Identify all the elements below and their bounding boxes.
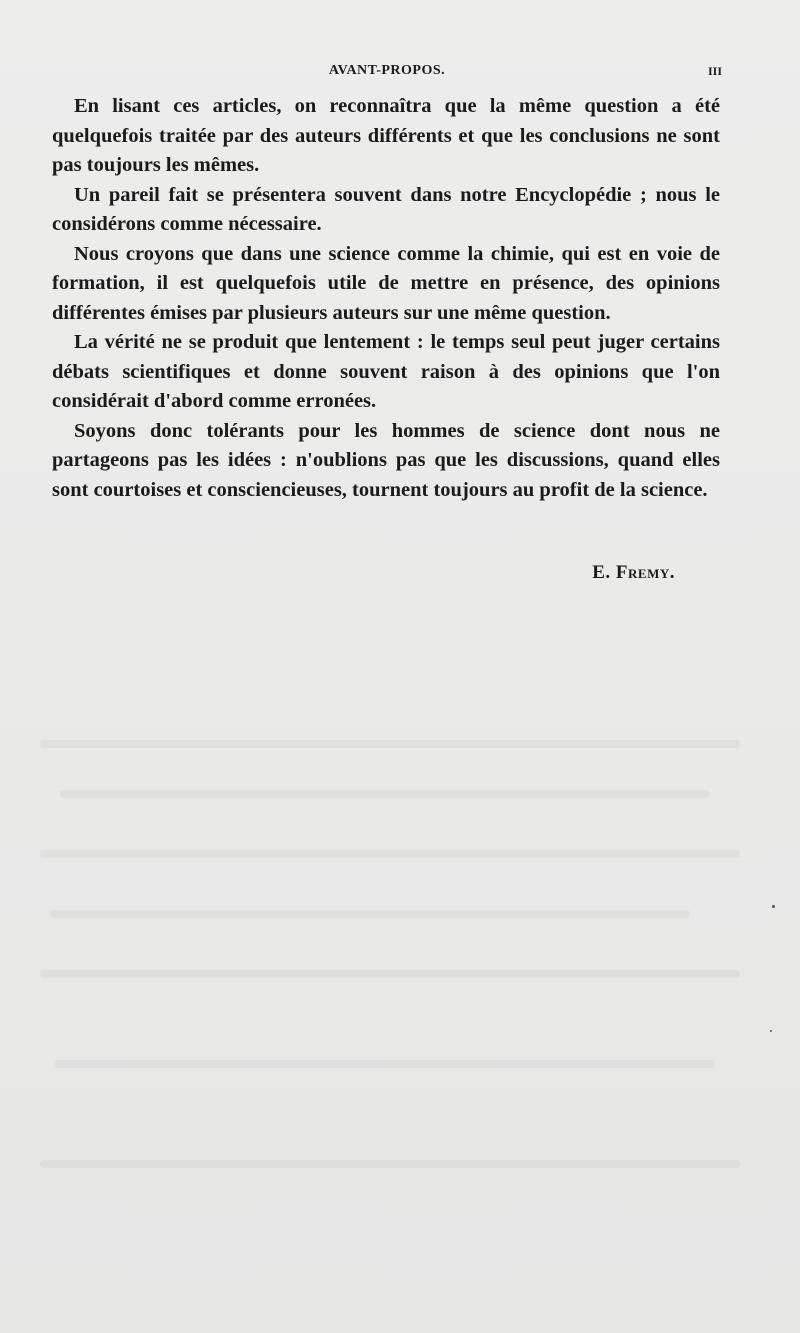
- running-head: AVANT-PROPOS.: [328, 63, 446, 78]
- body-text: [52, 92, 720, 505]
- signature-name: Fremy.: [615, 562, 675, 583]
- paragraph: Un pareil fait se présentera souvent dans notre Encyclopédie ; nous le considérons comme nécessaire.: [52, 183, 720, 235]
- show-through-mark: [40, 850, 740, 858]
- show-through-mark: [40, 970, 740, 978]
- signature-initial: E.: [592, 562, 611, 583]
- paragraph: En lisant ces articles, on reconnaîtra que la même question a été quelquefois traitée par des auteurs différents et que les conclusions ne sont pas toujours les mêmes.: [52, 95, 720, 176]
- show-through-mark: [60, 790, 710, 798]
- paragraph: Nous croyons que dans une science comme la chimie, qui est en voie de formation, il est quelquefois utile de mettre en présence, des opinions différentes émises par plusieurs auteurs sur une même question.: [52, 242, 720, 324]
- show-through-mark: [50, 910, 690, 918]
- show-through-mark: [55, 1060, 715, 1068]
- page-header: [52, 63, 722, 85]
- paper-speck: [772, 905, 775, 908]
- page-number: III: [707, 64, 722, 78]
- paper-speck: [770, 1030, 772, 1032]
- paragraph: Soyons donc tolérants pour les hommes de science dont nous ne partageons pas les idées : n'oublions pas que les discussions, quand elles sont courtoises et consciencieuses, tournent toujours au profit de la science.: [52, 419, 720, 501]
- author-signature: [52, 562, 675, 584]
- show-through-mark: [40, 1160, 740, 1168]
- show-through-mark: [40, 740, 740, 748]
- paragraph: La vérité ne se produit que lentement : le temps seul peut juger certains débats scientifiques et donne souvent raison à des opinions que l'on considérait d'abord comme erronées.: [52, 331, 720, 412]
